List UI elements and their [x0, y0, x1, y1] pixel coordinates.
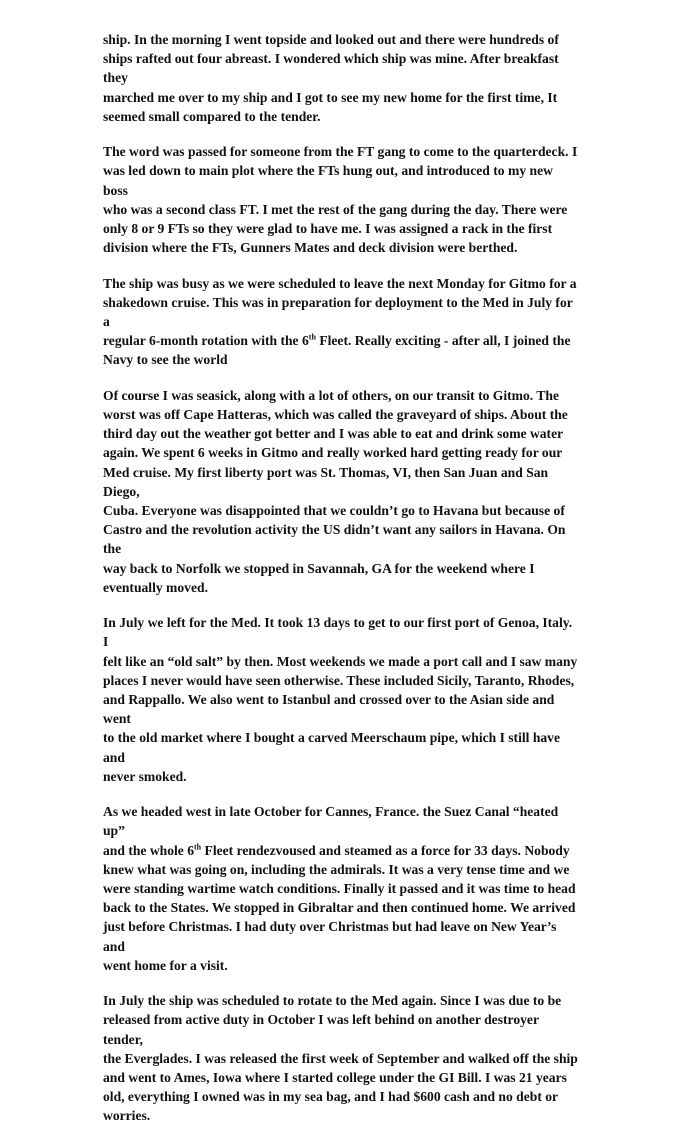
text-line: the Everglades. I was released the first week of September and walked off the ship — [103, 1050, 578, 1066]
text-line: Castro and the revolution activity the US didn’t want any sailors in Havana. On the — [103, 522, 566, 557]
text-line: released from active duty in October I was left behind on another destroyer tender, — [103, 1012, 539, 1047]
document-body — [103, 30, 578, 1142]
text-line: to the old market where I bought a carved Meerschaum pipe, which I still have and — [103, 730, 561, 765]
text-line: felt like an “old salt” by then. Most weekends we made a port call and I saw many — [103, 653, 578, 669]
text-line: was led down to main plot where the FTs hung out, and introduced to my new boss — [103, 163, 553, 198]
text-line: In July we left for the Med. It took 13 days to get to our first port of Genoa, Italy. I — [103, 615, 573, 650]
text-line: regular 6-month rotation with the 6th Fleet. Really exciting - after all, I joined the — [103, 332, 571, 349]
text-line: went home for a visit. — [103, 957, 228, 973]
text-line: ships rafted out four abreast. I wondered which ship was mine. After breakfast they — [103, 51, 559, 86]
text-line: just before Christmas. I had duty over Christmas but had leave on New Year’s and — [103, 919, 557, 954]
text-line: ship. In the morning I went topside and looked out and there were hundreds of — [103, 32, 559, 47]
text-line: The word was passed for someone from the FT gang to come to the quarterdeck. I — [103, 144, 578, 160]
text-line: back to the States. We stopped in Gibraltar and then continued home. We arrived — [103, 900, 576, 916]
text-line: Navy to see the world — [103, 352, 228, 368]
text-line: were standing wartime watch conditions. Finally it passed and it was time to head — [103, 881, 576, 897]
text-line: places I never would have seen otherwise. These included Sicily, Taranto, Rhodes, — [103, 672, 575, 688]
text-line: As we headed west in late October for Cannes, France. the Suez Canal “heated up” — [103, 804, 559, 839]
text-line: old, everything I owned was in my sea bag, and I had $600 cash and no debt or — [103, 1089, 559, 1105]
text-line: shakedown cruise. This was in preparation for deployment to the Med in July for a — [103, 294, 573, 330]
text-line: again. We spent 6 weeks in Gitmo and really worked hard getting ready for our — [103, 445, 563, 461]
paragraph-5 — [103, 613, 578, 786]
text-line: eventually moved. — [103, 579, 208, 595]
text-line: who was a second class FT. I met the rest of the gang during the day. There were — [103, 201, 568, 217]
text-line: third day out the weather got better and I was able to eat and drink some water — [103, 426, 564, 442]
text-line: and Rappallo. We also went to Istanbul and crossed over to the Asian side and went — [103, 692, 555, 727]
text-line: Med cruise. My first liberty port was St. Thomas, VI, then San Juan and San Diego, — [103, 464, 549, 499]
text-line: division where the FTs, Gunners Mates and deck division were berthed. — [103, 240, 518, 256]
text-line: and went to Ames, Iowa where I started college under the GI Bill. I was 21 years — [103, 1070, 567, 1086]
paragraph-1 — [103, 30, 578, 126]
paragraph-3 — [103, 274, 578, 370]
text-line: worries. — [103, 1108, 151, 1124]
text-line: only 8 or 9 FTs so they were glad to have me. I was assigned a rack in the first — [103, 221, 553, 237]
text-line: knew what was going on, including the admirals. It was a very tense time and we — [103, 861, 570, 877]
text-line: seemed small compared to the tender. — [103, 108, 321, 124]
text-line: Cuba. Everyone was disappointed that we couldn’t go to Havana but because of — [103, 503, 565, 519]
text-line: marched me over to my ship and I got to see my new home for the first time, It — [103, 89, 558, 105]
text-line: never smoked. — [103, 768, 187, 784]
text-line: way back to Norfolk we stopped in Savannah, GA for the weekend where I — [103, 560, 535, 576]
text-line: The ship was busy as we were scheduled to leave the next Monday for Gitmo for a — [103, 275, 577, 291]
paragraph-6 — [103, 802, 578, 975]
text-line: In July the ship was scheduled to rotate to the Med again. Since I was due to be — [103, 993, 562, 1009]
paragraph-4 — [103, 386, 578, 597]
paragraph-2 — [103, 142, 578, 257]
text-line: and the whole 6th Fleet rendezvoused and steamed as a force for 33 days. Nobody — [103, 842, 570, 858]
text-line: worst was off Cape Hatteras, which was called the graveyard of ships. About the — [103, 407, 568, 423]
paragraph-7 — [103, 991, 578, 1125]
text-line: Of course I was seasick, along with a lot of others, on our transit to Gitmo. The — [103, 387, 560, 403]
